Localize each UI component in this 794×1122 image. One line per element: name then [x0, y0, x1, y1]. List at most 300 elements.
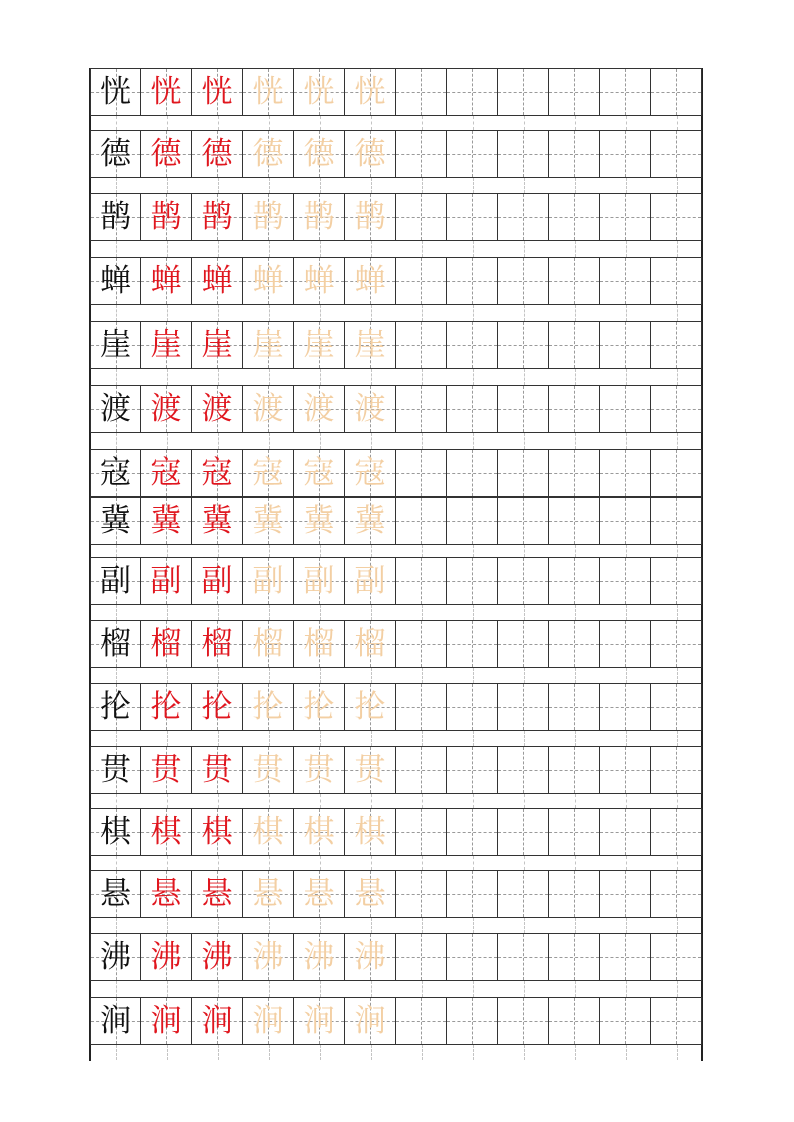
writing-cell-blank[interactable] [549, 870, 600, 918]
vertical-guide-line [421, 258, 422, 304]
character-row [90, 683, 702, 731]
writing-cell-red [141, 683, 192, 731]
gap-guide-mark [269, 794, 270, 808]
gap-guide-mark [269, 1045, 270, 1060]
gap-guide-mark [575, 731, 576, 746]
gap-guide-mark [473, 433, 474, 449]
writing-cell-blank[interactable] [549, 808, 600, 856]
writing-cell-blank[interactable] [498, 321, 549, 369]
trace-character: 贯 [303, 751, 335, 788]
writing-cell-trace [243, 257, 294, 305]
writing-cell-blank[interactable] [396, 746, 447, 794]
writing-cell-blank[interactable] [447, 68, 498, 116]
writing-cell-blank[interactable] [651, 997, 702, 1045]
model-character: 鹊 [100, 198, 131, 235]
gap-guide-mark [524, 1045, 525, 1060]
writing-cell-blank[interactable] [651, 497, 702, 545]
writing-cell-blank[interactable] [498, 870, 549, 918]
vertical-guide-line [472, 386, 473, 432]
vertical-guide-line [574, 322, 575, 368]
trace-character: 渡 [252, 390, 284, 427]
writing-cell-blank[interactable] [396, 557, 447, 605]
vertical-guide-line [421, 998, 422, 1044]
gap-guide-mark [371, 605, 372, 620]
trace-character: 冀 [252, 502, 284, 539]
gap-guide-mark [422, 605, 423, 620]
character-row [90, 321, 702, 369]
vertical-guide-line [523, 747, 524, 793]
trace-character: 副 [303, 562, 335, 599]
writing-cell-blank[interactable] [600, 257, 651, 305]
writing-cell-blank[interactable] [447, 385, 498, 433]
writing-cell-blank[interactable] [396, 870, 447, 918]
gap-guide-mark [167, 116, 168, 130]
vertical-guide-line [676, 621, 677, 667]
writing-cell-blank[interactable] [447, 870, 498, 918]
red-character: 寇 [201, 454, 233, 491]
writing-cell-blank[interactable] [498, 385, 549, 433]
gap-guide-mark [269, 305, 270, 321]
writing-cell-blank[interactable] [651, 746, 702, 794]
red-character: 副 [150, 562, 182, 599]
writing-cell-blank[interactable] [600, 997, 651, 1045]
writing-cell-blank[interactable] [600, 620, 651, 668]
gap-guide-mark [626, 605, 627, 620]
vertical-guide-line [523, 998, 524, 1044]
vertical-guide-line [523, 194, 524, 240]
gap-guide-mark [626, 1045, 627, 1060]
gap-guide-mark [626, 856, 627, 870]
gap-guide-mark [626, 116, 627, 130]
trace-character: 德 [252, 135, 284, 172]
writing-cell-blank[interactable] [600, 497, 651, 545]
gap-guide-mark [422, 305, 423, 321]
writing-cell-blank[interactable] [600, 808, 651, 856]
writing-cell-blank[interactable] [396, 497, 447, 545]
gap-guide-mark [116, 433, 117, 449]
red-character: 涧 [201, 1002, 233, 1039]
gap-guide-mark [677, 241, 678, 257]
writing-cell-trace [345, 257, 396, 305]
writing-cell-blank[interactable] [447, 130, 498, 178]
gap-guide-mark [371, 305, 372, 321]
trace-character: 恍 [252, 73, 284, 110]
red-character: 贯 [150, 751, 182, 788]
gap-guide-mark [422, 1045, 423, 1060]
writing-cell-red [192, 870, 243, 918]
red-character: 渡 [150, 390, 182, 427]
vertical-guide-line [625, 621, 626, 667]
vertical-guide-line [421, 934, 422, 980]
writing-cell-blank[interactable] [396, 449, 447, 497]
trace-character: 沸 [252, 938, 284, 975]
writing-cell-blank[interactable] [549, 933, 600, 981]
gap-guide-mark [677, 981, 678, 997]
trace-character: 涧 [354, 1002, 386, 1039]
writing-cell-blank[interactable] [396, 997, 447, 1045]
trace-character: 副 [252, 562, 284, 599]
gap-guide-mark [371, 545, 372, 557]
gap-guide-mark [626, 305, 627, 321]
writing-cell-blank[interactable] [600, 193, 651, 241]
gap-guide-mark [167, 305, 168, 321]
model-character: 沸 [100, 938, 131, 975]
red-character: 沸 [201, 938, 233, 975]
gap-guide-mark [269, 605, 270, 620]
gap-guide-mark [167, 545, 168, 557]
writing-cell-blank[interactable] [396, 68, 447, 116]
writing-cell-blank[interactable] [651, 557, 702, 605]
writing-cell-red [141, 68, 192, 116]
gap-guide-mark [269, 668, 270, 683]
writing-cell-red [192, 620, 243, 668]
writing-cell-blank[interactable] [549, 68, 600, 116]
writing-cell-blank[interactable] [447, 257, 498, 305]
gap-guide-mark [626, 981, 627, 997]
writing-cell-trace [294, 683, 345, 731]
writing-cell-trace [294, 557, 345, 605]
writing-cell-blank[interactable] [447, 746, 498, 794]
vertical-guide-line [472, 194, 473, 240]
model-character: 榴 [100, 625, 131, 662]
vertical-guide-line [523, 69, 524, 115]
red-character: 鹊 [150, 198, 182, 235]
writing-cell-blank[interactable] [549, 257, 600, 305]
vertical-guide-line [574, 747, 575, 793]
character-row [90, 933, 702, 981]
gap-guide-mark [371, 369, 372, 385]
writing-cell-blank[interactable] [600, 68, 651, 116]
writing-cell-trace [294, 870, 345, 918]
gap-guide-mark [167, 1045, 168, 1060]
gap-guide-mark [524, 981, 525, 997]
writing-cell-blank[interactable] [651, 808, 702, 856]
writing-cell-blank[interactable] [651, 385, 702, 433]
red-character: 崖 [201, 326, 233, 363]
gap-guide-mark [320, 668, 321, 683]
gap-guide-mark [626, 433, 627, 449]
gap-guide-mark [320, 241, 321, 257]
writing-cell-trace [294, 68, 345, 116]
writing-cell-red [141, 193, 192, 241]
trace-character: 鹊 [252, 198, 284, 235]
writing-cell-blank[interactable] [651, 130, 702, 178]
character-row [90, 385, 702, 433]
gap-guide-mark [422, 241, 423, 257]
trace-character: 崖 [303, 326, 335, 363]
red-character: 德 [150, 135, 182, 172]
gap-guide-mark [320, 731, 321, 746]
gap-guide-mark [575, 1045, 576, 1060]
gap-guide-mark [218, 918, 219, 933]
model-character: 涧 [100, 1002, 131, 1039]
writing-cell-blank[interactable] [447, 997, 498, 1045]
writing-cell-blank[interactable] [396, 683, 447, 731]
gap-guide-mark [524, 918, 525, 933]
vertical-guide-line [574, 558, 575, 604]
writing-cell-blank[interactable] [498, 257, 549, 305]
trace-character: 棋 [354, 813, 386, 850]
writing-cell-blank[interactable] [549, 557, 600, 605]
gap-guide-mark [320, 981, 321, 997]
gap-guide-mark [677, 856, 678, 870]
writing-cell-blank[interactable] [549, 620, 600, 668]
vertical-guide-line [523, 131, 524, 177]
vertical-guide-line [421, 386, 422, 432]
writing-cell-red [192, 557, 243, 605]
trace-character: 崖 [354, 326, 386, 363]
gap-guide-mark [524, 241, 525, 257]
gap-guide-mark [473, 856, 474, 870]
gap-guide-mark [371, 794, 372, 808]
vertical-guide-line [574, 194, 575, 240]
gap-guide-mark [269, 369, 270, 385]
gap-guide-mark [473, 305, 474, 321]
gap-guide-mark [218, 178, 219, 193]
vertical-guide-line [625, 747, 626, 793]
gap-guide-mark [524, 668, 525, 683]
red-character: 恍 [201, 73, 233, 110]
writing-cell-trace [243, 997, 294, 1045]
gap-guide-mark [167, 369, 168, 385]
writing-cell-blank[interactable] [600, 683, 651, 731]
writing-cell-blank[interactable] [549, 385, 600, 433]
trace-character: 榴 [303, 625, 335, 662]
gap-guide-mark [269, 918, 270, 933]
writing-cell-blank[interactable] [498, 68, 549, 116]
gap-guide-mark [422, 178, 423, 193]
vertical-guide-line [574, 69, 575, 115]
writing-cell-blank[interactable] [498, 449, 549, 497]
vertical-guide-line [421, 747, 422, 793]
vertical-guide-line [523, 258, 524, 304]
writing-cell-blank[interactable] [651, 683, 702, 731]
writing-cell-red [192, 449, 243, 497]
writing-cell-blank[interactable] [651, 257, 702, 305]
gap-guide-mark [422, 116, 423, 130]
vertical-guide-line [574, 621, 575, 667]
trace-character: 榴 [252, 625, 284, 662]
character-row [90, 68, 702, 116]
vertical-guide-line [625, 450, 626, 496]
writing-cell-blank[interactable] [600, 557, 651, 605]
vertical-guide-line [676, 998, 677, 1044]
writing-cell-blank[interactable] [498, 683, 549, 731]
writing-cell-blank[interactable] [447, 933, 498, 981]
gap-guide-mark [575, 178, 576, 193]
writing-cell-red [141, 257, 192, 305]
writing-cell-blank[interactable] [600, 870, 651, 918]
writing-cell-trace [294, 620, 345, 668]
gap-guide-mark [218, 668, 219, 683]
vertical-guide-line [472, 684, 473, 730]
writing-cell-blank[interactable] [498, 557, 549, 605]
writing-cell-blank[interactable] [600, 933, 651, 981]
writing-cell-blank[interactable] [498, 130, 549, 178]
writing-cell-blank[interactable] [549, 449, 600, 497]
vertical-guide-line [523, 450, 524, 496]
gap-guide-mark [575, 433, 576, 449]
writing-cell-blank[interactable] [549, 321, 600, 369]
writing-cell-blank[interactable] [396, 933, 447, 981]
vertical-guide-line [421, 684, 422, 730]
gap-guide-mark [218, 794, 219, 808]
gap-guide-mark [269, 178, 270, 193]
writing-cell-blank[interactable] [600, 385, 651, 433]
vertical-guide-line [421, 450, 422, 496]
gap-guide-mark [473, 731, 474, 746]
writing-cell-blank[interactable] [549, 193, 600, 241]
gap-guide-mark [575, 605, 576, 620]
writing-cell-blank[interactable] [396, 385, 447, 433]
character-row [90, 130, 702, 178]
writing-cell-red [141, 933, 192, 981]
writing-cell-blank[interactable] [498, 620, 549, 668]
red-character: 贯 [201, 751, 233, 788]
writing-cell-blank[interactable] [396, 620, 447, 668]
vertical-guide-line [574, 934, 575, 980]
gap-guide-mark [524, 116, 525, 130]
vertical-guide-line [472, 621, 473, 667]
writing-cell-blank[interactable] [600, 449, 651, 497]
writing-cell-trace [345, 497, 396, 545]
writing-cell-trace [345, 808, 396, 856]
writing-cell-blank[interactable] [600, 746, 651, 794]
writing-cell-model [90, 257, 141, 305]
writing-cell-blank[interactable] [651, 870, 702, 918]
gap-guide-mark [422, 433, 423, 449]
gap-guide-mark [116, 545, 117, 557]
gap-guide-mark [269, 856, 270, 870]
writing-cell-blank[interactable] [396, 808, 447, 856]
writing-cell-blank[interactable] [498, 808, 549, 856]
gap-guide-mark [422, 668, 423, 683]
writing-cell-blank[interactable] [651, 193, 702, 241]
vertical-guide-line [523, 621, 524, 667]
gap-guide-mark [167, 981, 168, 997]
vertical-guide-line [421, 131, 422, 177]
writing-cell-model [90, 997, 141, 1045]
vertical-guide-line [523, 558, 524, 604]
writing-cell-blank[interactable] [549, 683, 600, 731]
gap-guide-mark [626, 545, 627, 557]
gap-guide-mark [422, 981, 423, 997]
model-character: 贯 [100, 751, 131, 788]
writing-cell-blank[interactable] [549, 997, 600, 1045]
gap-guide-mark [320, 369, 321, 385]
writing-cell-blank[interactable] [447, 497, 498, 545]
gap-guide-mark [524, 545, 525, 557]
gap-guide-mark [473, 918, 474, 933]
trace-character: 蝉 [252, 262, 284, 299]
trace-character: 棋 [303, 813, 335, 850]
gap-guide-mark [524, 305, 525, 321]
writing-cell-blank[interactable] [651, 933, 702, 981]
vertical-guide-line [574, 871, 575, 917]
writing-cell-blank[interactable] [651, 620, 702, 668]
writing-cell-blank[interactable] [498, 997, 549, 1045]
writing-cell-blank[interactable] [498, 746, 549, 794]
gap-guide-mark [269, 116, 270, 130]
writing-cell-red [141, 997, 192, 1045]
writing-cell-red [192, 257, 243, 305]
vertical-guide-line [676, 934, 677, 980]
writing-cell-blank[interactable] [447, 193, 498, 241]
model-character: 德 [100, 135, 131, 172]
gap-guide-mark [371, 731, 372, 746]
writing-cell-blank[interactable] [498, 933, 549, 981]
writing-cell-blank[interactable] [447, 449, 498, 497]
writing-cell-blank[interactable] [651, 449, 702, 497]
red-character: 棋 [201, 813, 233, 850]
vertical-guide-line [421, 69, 422, 115]
vertical-guide-line [676, 809, 677, 855]
gap-guide-mark [677, 605, 678, 620]
gap-guide-mark [473, 981, 474, 997]
gap-guide-mark [575, 369, 576, 385]
writing-cell-trace [294, 385, 345, 433]
writing-cell-blank[interactable] [396, 321, 447, 369]
red-character: 蝉 [201, 262, 233, 299]
writing-cell-blank[interactable] [549, 746, 600, 794]
writing-cell-blank[interactable] [396, 193, 447, 241]
gap-guide-mark [218, 116, 219, 130]
writing-cell-blank[interactable] [651, 68, 702, 116]
writing-cell-blank[interactable] [447, 620, 498, 668]
vertical-guide-line [472, 450, 473, 496]
vertical-guide-line [472, 258, 473, 304]
gap-guide-mark [167, 918, 168, 933]
writing-cell-model [90, 68, 141, 116]
writing-cell-blank[interactable] [549, 497, 600, 545]
writing-cell-trace [294, 321, 345, 369]
writing-cell-blank[interactable] [447, 808, 498, 856]
gap-guide-mark [269, 241, 270, 257]
writing-cell-blank[interactable] [498, 497, 549, 545]
writing-cell-trace [345, 130, 396, 178]
writing-cell-blank[interactable] [396, 257, 447, 305]
gap-guide-mark [116, 369, 117, 385]
trace-character: 寇 [252, 454, 284, 491]
writing-cell-trace [243, 68, 294, 116]
vertical-guide-line [421, 498, 422, 544]
writing-cell-blank[interactable] [447, 321, 498, 369]
gap-guide-mark [320, 918, 321, 933]
writing-cell-model [90, 808, 141, 856]
character-row [90, 870, 702, 918]
writing-cell-blank[interactable] [651, 321, 702, 369]
writing-cell-blank[interactable] [600, 321, 651, 369]
vertical-guide-line [472, 998, 473, 1044]
writing-cell-blank[interactable] [549, 130, 600, 178]
gap-guide-mark [473, 605, 474, 620]
gap-guide-mark [473, 178, 474, 193]
gap-guide-mark [575, 116, 576, 130]
gap-guide-mark [167, 433, 168, 449]
writing-cell-blank[interactable] [447, 683, 498, 731]
vertical-guide-line [625, 998, 626, 1044]
gap-guide-mark [575, 981, 576, 997]
trace-character: 沸 [354, 938, 386, 975]
gap-guide-mark [320, 794, 321, 808]
vertical-guide-line [421, 322, 422, 368]
writing-cell-blank[interactable] [600, 130, 651, 178]
writing-cell-blank[interactable] [498, 193, 549, 241]
writing-cell-blank[interactable] [447, 557, 498, 605]
writing-cell-blank[interactable] [396, 130, 447, 178]
red-character: 蝉 [150, 262, 182, 299]
writing-cell-model [90, 557, 141, 605]
